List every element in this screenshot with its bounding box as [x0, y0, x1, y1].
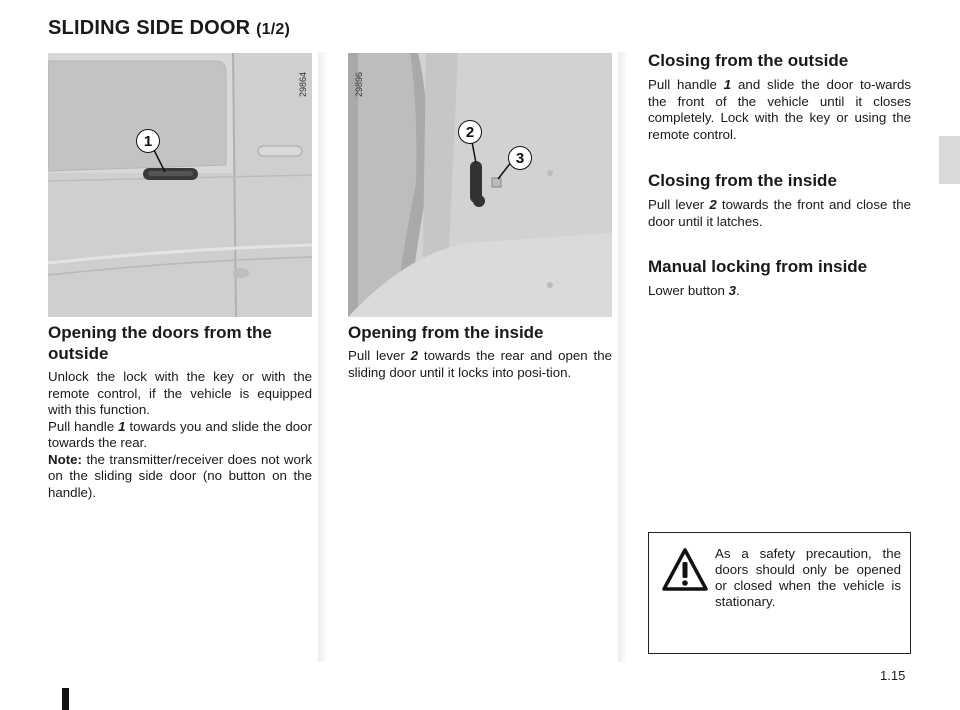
callout-1: 1 [136, 129, 160, 153]
text-pull-handle: Pull handle [48, 418, 119, 434]
safety-warning-box [648, 532, 911, 654]
ref-2: 2 [410, 348, 419, 363]
text-unlock: Unlock the lock with the key or with the remote control, if the vehicle is equipped with this function. [48, 369, 312, 417]
heading-opening-inside: Opening from the inside [348, 323, 544, 342]
ref-2: 2 [709, 197, 717, 212]
figure-code: 29896 [354, 71, 364, 97]
exterior-door-illustration [48, 53, 312, 317]
page-title [48, 17, 290, 40]
heading-closing-outside: Closing from the outside [648, 51, 849, 70]
paragraph-manual-locking [648, 283, 911, 300]
text-pull-handle: Pull handle [648, 77, 724, 92]
text-pull-lever: Pull lever [348, 348, 411, 363]
section-tab [939, 136, 960, 184]
footer-marker [62, 688, 69, 710]
note-text: the transmitter/receiver does not work on the sliding side door (no button on the handle). [48, 451, 312, 500]
figure-code: 29864 [298, 71, 308, 97]
page-title-subtitle: (1/2) [256, 21, 290, 38]
text-towards-front: towards the front and close the door until it latches. [648, 197, 911, 229]
figure-exterior-door [48, 53, 312, 317]
ref-1: 1 [118, 418, 126, 434]
text-pull-lever: Pull lever [648, 197, 710, 212]
ref-3: 3 [728, 283, 736, 298]
interior-lever-illustration [348, 53, 612, 317]
heading-opening-outside [48, 322, 312, 364]
paragraph-opening-inside [348, 348, 612, 381]
page-number: 1.15 [880, 668, 906, 683]
text-towards-rear: towards the rear and open the sliding door until it locks into posi-tion. [348, 348, 612, 380]
page-title-text: SLIDING SIDE DOOR [48, 17, 251, 39]
column-divider-left [318, 52, 328, 662]
text-period: . [735, 283, 740, 298]
paragraph-opening-outside [48, 369, 312, 501]
heading-line: outside [48, 344, 109, 363]
paragraph-closing-outside [648, 77, 911, 143]
warning-triangle-icon [661, 547, 709, 593]
column-divider-right [618, 52, 628, 662]
text-slide-front: and slide the door to-wards the front of the vehicle until it closes completely. Lock with the key or using the remote control. [648, 77, 911, 142]
heading-line: Opening the doors from the [48, 323, 272, 342]
note-label: Note: [48, 451, 82, 467]
callout-3: 3 [508, 146, 532, 170]
heading-closing-inside: Closing from the inside [648, 171, 837, 190]
warning-text: As a safety precaution, the doors should only be opened or closed when the vehicle is stationary. [715, 546, 901, 609]
paragraph-closing-inside [648, 197, 911, 230]
figure-interior-lever [348, 53, 612, 317]
text-slide-rear: towards you and slide the door towards the rear. [48, 418, 313, 450]
ref-1: 1 [723, 77, 732, 92]
text-lower-button: Lower button [648, 283, 729, 298]
callout-2: 2 [458, 120, 482, 144]
heading-manual-locking: Manual locking from inside [648, 257, 868, 276]
